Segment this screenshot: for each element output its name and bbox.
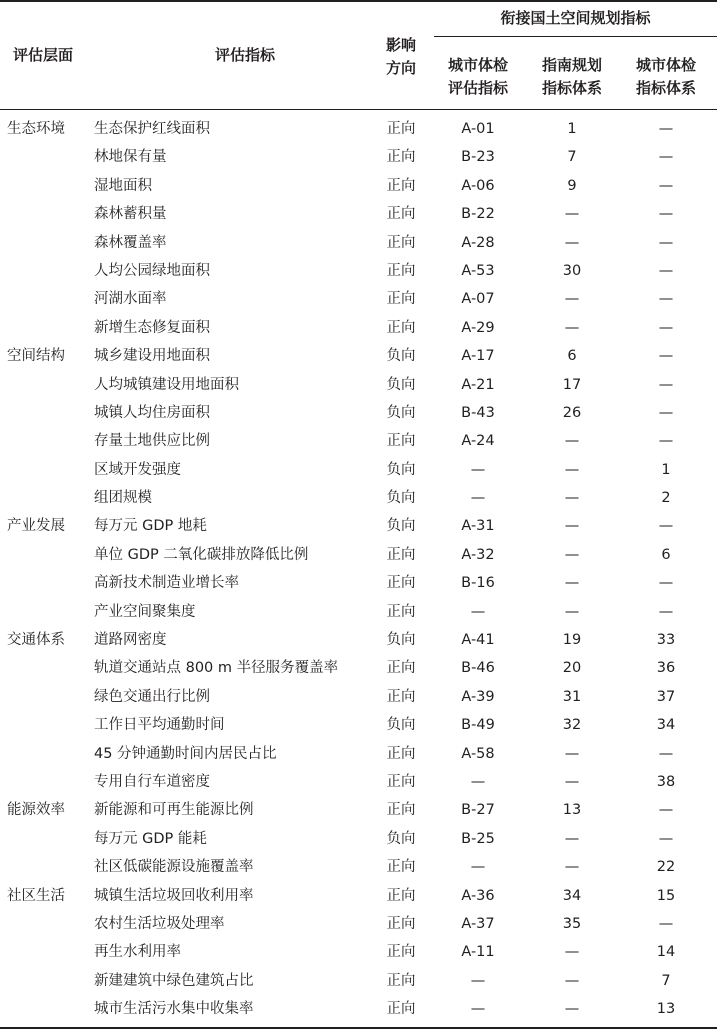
row-guide-index: —: [564, 944, 580, 961]
row-indicator: 新建建筑中绿色建筑占比: [94, 972, 254, 989]
row-direction: 正向: [386, 944, 416, 961]
row-code: A-53: [461, 262, 495, 279]
table-row: [0, 427, 717, 455]
header-layer: 评估层面: [12, 46, 73, 64]
row-direction: 正向: [386, 972, 416, 989]
row-code: A-21: [461, 376, 495, 393]
table-row: [0, 456, 717, 484]
header-direction-line1: 影响: [385, 36, 416, 54]
row-indicator: 城镇人均住房面积: [94, 404, 210, 421]
row-body-index: —: [658, 575, 674, 592]
table-row: [0, 654, 717, 682]
row-indicator: 区域开发强度: [94, 461, 181, 478]
row-guide-index: —: [564, 830, 580, 847]
row-indicator: 新增生态修复面积: [94, 319, 210, 336]
row-direction: 负向: [386, 717, 416, 734]
row-body-index: 37: [656, 688, 676, 705]
row-indicator: 人均公园绿地面积: [94, 262, 210, 279]
row-body-index: —: [658, 348, 674, 365]
row-indicator: 每万元 GDP 能耗: [94, 830, 207, 847]
row-indicator: 河湖水面率: [94, 291, 167, 308]
header-col-guide-line1: 指南规划: [541, 56, 602, 74]
row-direction: 正向: [386, 149, 416, 166]
row-guide-index: 34: [562, 887, 582, 904]
row-body-index: —: [658, 121, 674, 137]
row-layer: 交通体系: [7, 632, 65, 649]
row-guide-index: 32: [562, 717, 582, 734]
row-direction: 正向: [386, 291, 416, 308]
table-row: [0, 484, 717, 512]
row-body-index: 15: [656, 887, 676, 904]
row-body-index: —: [658, 802, 674, 819]
row-layer: 产业发展: [7, 518, 65, 535]
row-body-index: 38: [656, 773, 676, 790]
row-direction: 正向: [386, 319, 416, 336]
row-indicator: 专用自行车道密度: [94, 773, 210, 790]
row-direction: 负向: [386, 461, 416, 478]
row-direction: 负向: [386, 518, 416, 535]
row-body-index: —: [658, 291, 674, 308]
row-guide-index: —: [564, 291, 580, 308]
row-body-index: —: [658, 603, 674, 620]
row-direction: 正向: [386, 859, 416, 876]
row-indicator: 工作日平均通勤时间: [94, 717, 225, 734]
header-col-body-line2: 指标体系: [635, 79, 696, 97]
row-body-index: —: [658, 376, 674, 393]
header-direction: [378, 34, 424, 80]
header-group: 衔接国土空间规划指标: [500, 9, 651, 27]
table-row: [0, 229, 717, 257]
table-row: [0, 257, 717, 285]
row-indicator: 社区低碳能源设施覆盖率: [94, 859, 254, 876]
row-body-index: 7: [661, 972, 671, 989]
row-indicator: 每万元 GDP 地耗: [94, 518, 207, 535]
table-row: [0, 882, 717, 910]
row-body-index: 13: [656, 1001, 676, 1018]
row-body-index: —: [658, 234, 674, 251]
row-code: A-32: [461, 546, 495, 563]
row-code: A-24: [461, 433, 495, 450]
row-direction: 正向: [386, 603, 416, 620]
table-row: [0, 825, 717, 853]
table-row: [0, 598, 717, 626]
row-direction: 负向: [386, 830, 416, 847]
row-indicator: 湿地面积: [94, 177, 152, 194]
row-layer: 空间结构: [7, 348, 65, 365]
row-body-index: —: [658, 262, 674, 279]
row-indicator: 林地保有量: [94, 149, 167, 166]
row-code: A-17: [461, 348, 495, 365]
row-indicator: 城镇生活垃圾回收利用率: [94, 887, 254, 904]
row-direction: 正向: [386, 915, 416, 932]
table-row: [0, 172, 717, 200]
row-body-index: —: [658, 319, 674, 336]
row-code: —: [470, 972, 486, 989]
row-code: B-27: [461, 802, 495, 819]
row-indicator: 城市生活污水集中收集率: [94, 1001, 254, 1018]
row-body-index: 34: [656, 717, 676, 734]
row-body-index: 33: [656, 632, 676, 649]
row-layer: 能源效率: [7, 802, 65, 819]
row-body-index: —: [658, 518, 674, 535]
row-indicator: 农村生活垃圾处理率: [94, 915, 225, 932]
table-row: [0, 115, 717, 143]
row-guide-index: —: [564, 546, 580, 563]
row-direction: 正向: [386, 575, 416, 592]
row-code: B-43: [461, 404, 495, 421]
row-body-index: —: [658, 745, 674, 762]
row-guide-index: —: [564, 234, 580, 251]
row-indicator: 高新技术制造业增长率: [94, 575, 239, 592]
row-guide-index: —: [564, 490, 580, 507]
row-direction: 正向: [386, 802, 416, 819]
row-guide-index: —: [564, 461, 580, 478]
table-row: [0, 967, 717, 995]
table-row: [0, 740, 717, 768]
row-direction: 正向: [386, 773, 416, 790]
row-direction: 负向: [386, 632, 416, 649]
table-row: [0, 768, 717, 796]
table-row: [0, 683, 717, 711]
row-code: A-39: [461, 688, 495, 705]
row-indicator: 森林蓄积量: [94, 206, 167, 223]
row-direction: 正向: [386, 745, 416, 762]
row-direction: 负向: [386, 404, 416, 421]
table-row: [0, 399, 717, 427]
table-row: [0, 910, 717, 938]
row-layer: 社区生活: [7, 887, 65, 904]
row-code: A-28: [461, 234, 495, 251]
row-indicator: 产业空间聚集度: [94, 603, 196, 620]
table-row: [0, 626, 717, 654]
row-code: —: [470, 603, 486, 620]
row-indicator: 单位 GDP 二氧化碳排放降低比例: [94, 546, 309, 563]
row-guide-index: 19: [562, 632, 582, 649]
table-row: [0, 853, 717, 881]
row-code: —: [470, 490, 486, 507]
header-col-code-line2: 评估指标: [447, 79, 508, 97]
row-code: A-58: [461, 745, 495, 762]
row-body-index: —: [658, 830, 674, 847]
row-guide-index: 9: [567, 177, 577, 194]
row-indicator: 再生水利用率: [94, 944, 181, 961]
row-guide-index: 6: [567, 348, 577, 365]
row-direction: 正向: [386, 262, 416, 279]
row-body-index: —: [658, 433, 674, 450]
row-indicator: 轨道交通站点 800 m 半径服务覆盖率: [94, 660, 339, 677]
row-direction: 负向: [386, 376, 416, 393]
row-indicator: 新能源和可再生能源比例: [94, 802, 254, 819]
table-row: [0, 796, 717, 824]
row-guide-index: —: [564, 603, 580, 620]
row-code: A-01: [461, 121, 495, 137]
header-indicator: 评估指标: [214, 46, 275, 64]
header-col-guide: [532, 54, 612, 100]
row-indicator: 道路网密度: [94, 632, 167, 649]
row-direction: 正向: [386, 433, 416, 450]
row-code: A-11: [461, 944, 495, 961]
row-guide-index: 30: [562, 262, 582, 279]
row-code: A-41: [461, 632, 495, 649]
table-bottom-rule: [0, 1027, 717, 1029]
table-row: [0, 342, 717, 370]
row-code: A-36: [461, 887, 495, 904]
table-row: [0, 143, 717, 171]
row-indicator: 生态保护红线面积: [94, 121, 210, 137]
row-guide-index: —: [564, 433, 580, 450]
row-guide-index: —: [564, 518, 580, 535]
header-direction-line2: 方向: [385, 59, 416, 77]
row-code: B-25: [461, 830, 495, 847]
table-row: [0, 314, 717, 342]
row-indicator: 45 分钟通勤时间内居民占比: [94, 745, 277, 762]
row-guide-index: 1: [567, 121, 577, 137]
row-guide-index: —: [564, 972, 580, 989]
row-body-index: —: [658, 149, 674, 166]
row-body-index: 22: [656, 859, 676, 876]
row-direction: 正向: [386, 121, 416, 137]
row-code: B-46: [461, 660, 495, 677]
row-layer: 生态环境: [7, 121, 65, 137]
row-code: A-37: [461, 915, 495, 932]
row-guide-index: —: [564, 206, 580, 223]
row-direction: 正向: [386, 1001, 416, 1018]
row-direction: 正向: [386, 887, 416, 904]
row-direction: 正向: [386, 688, 416, 705]
row-direction: 正向: [386, 660, 416, 677]
row-indicator: 人均城镇建设用地面积: [94, 376, 239, 393]
row-code: A-31: [461, 518, 495, 535]
table-row: [0, 285, 717, 313]
row-guide-index: 20: [562, 660, 582, 677]
header-col-body: [625, 54, 707, 100]
row-code: —: [470, 859, 486, 876]
row-guide-index: 35: [562, 915, 582, 932]
row-body-index: 6: [661, 546, 671, 563]
table-row: [0, 569, 717, 597]
row-code: B-23: [461, 149, 495, 166]
table-row: [0, 541, 717, 569]
header-bottom-rule: [0, 109, 717, 110]
table-row: [0, 995, 717, 1023]
row-direction: 负向: [386, 348, 416, 365]
table-row: [0, 938, 717, 966]
row-body-index: —: [658, 177, 674, 194]
row-guide-index: —: [564, 859, 580, 876]
table-row: [0, 200, 717, 228]
row-guide-index: —: [564, 745, 580, 762]
table-top-rule: [0, 0, 717, 2]
row-direction: 正向: [386, 234, 416, 251]
row-body-index: —: [658, 915, 674, 932]
row-guide-index: 31: [562, 688, 582, 705]
row-code: B-22: [461, 206, 495, 223]
row-body-index: 2: [661, 490, 671, 507]
row-indicator: 绿色交通出行比例: [94, 688, 210, 705]
row-indicator: 存量土地供应比例: [94, 433, 210, 450]
row-code: B-49: [461, 717, 495, 734]
row-indicator: 森林覆盖率: [94, 234, 167, 251]
row-code: B-16: [461, 575, 495, 592]
row-guide-index: —: [564, 575, 580, 592]
row-direction: 正向: [386, 546, 416, 563]
row-body-index: 14: [656, 944, 676, 961]
row-guide-index: —: [564, 1001, 580, 1018]
row-guide-index: 13: [562, 802, 582, 819]
table-row: [0, 711, 717, 739]
row-direction: 正向: [386, 177, 416, 194]
header-col-guide-line2: 指标体系: [541, 79, 602, 97]
row-code: A-06: [461, 177, 495, 194]
row-guide-index: 17: [562, 376, 582, 393]
row-body-index: 36: [656, 660, 676, 677]
row-guide-index: —: [564, 773, 580, 790]
table-row: [0, 512, 717, 540]
row-direction: 负向: [386, 490, 416, 507]
row-guide-index: 26: [562, 404, 582, 421]
row-body-index: —: [658, 206, 674, 223]
row-guide-index: 7: [567, 149, 577, 166]
table-row: [0, 371, 717, 399]
row-direction: 正向: [386, 206, 416, 223]
header-col-body-line1: 城市体检: [635, 56, 696, 74]
header-col-code: [438, 54, 518, 100]
table-body: [0, 115, 717, 1024]
row-guide-index: —: [564, 319, 580, 336]
row-code: —: [470, 1001, 486, 1018]
row-code: —: [470, 773, 486, 790]
header-group-rule: [434, 36, 717, 37]
row-code: A-07: [461, 291, 495, 308]
row-indicator: 组团规模: [94, 490, 152, 507]
row-body-index: 1: [661, 461, 671, 478]
row-indicator: 城乡建设用地面积: [94, 348, 210, 365]
row-code: A-29: [461, 319, 495, 336]
row-code: —: [470, 461, 486, 478]
header-col-code-line1: 城市体检: [447, 56, 508, 74]
row-body-index: —: [658, 404, 674, 421]
